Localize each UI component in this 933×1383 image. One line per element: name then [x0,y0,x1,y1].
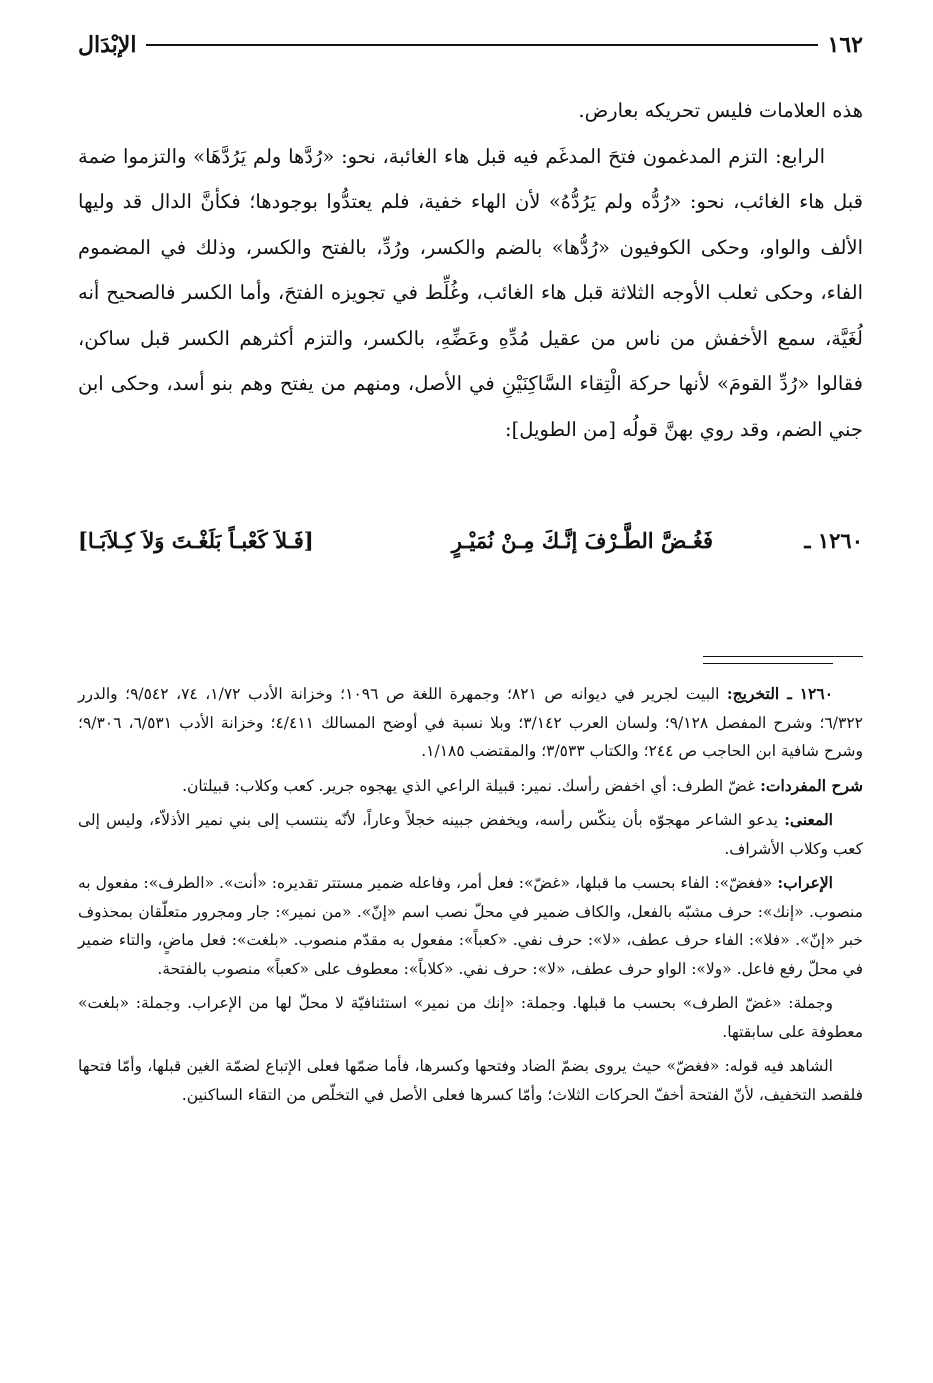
footnote-maana [78,806,863,863]
main-text [78,88,863,452]
footnote-separator [703,656,863,657]
verse-first-hemistich: فَغُـضَّ الطَّـرْفَ إنَّـكَ مِـنْ نُمَيْـرٍ [451,528,713,553]
page-number: ١٦٢ [827,32,863,58]
running-header [78,30,863,60]
paragraph-2: الرابع: التزم المدغمون فتحَ المدغَم فيه قبل هاء الغائبة، نحو: «رُدَّها ولم يَرُدَّهَا» والتزموا ضمة قبل هاء الغائب، نحو: «رُدُّه ولم يَرُدُّهُ» لأن الهاء خفية، فلم يعتدُّوا بوجودها؛ فكأنَّ الدال قد وليها الألف والواو، وحكى الكوفيون «رُدُّها» بالضم والكسر، ورُدِّ، بالفتح والكسر، وذلك في المضموم الفاء، وحكى ثعلب الأوجه الثلاثة قبل هاء الغائب، وغُلِّط في تجويزه الفتحَ، وأما الكسر فالصحيح أنه لُغَيَّة، سمع الأخفش من ناس من عقيل مُدِّهِ وعَضِّهِ، بالكسر، والتزم أكثرهم الكسر قبل ساكن، فقالوا «رُدِّ القومَ» لأنها حركة الْتِقاء السَّاكِنَيْنِ في الأصل، ومنهم من يفتح وهم بنو أسد، وحكى ابن جني الضم، وقد روي بهنَّ قولُه [من الطويل]: [78,144,863,441]
maana-text: يدعو الشاعر مهجوّه بأن ينكّس رأسه، ويخفض جبينه خجلاً وعاراً، لأنّه ينتسب إلى بني نمير الأذلاّء، وليس إلى كعب وكلاب الأشراف. [78,811,863,858]
irab-text: «فغضّ»: الفاء بحسب ما قبلها، «غضّ»: فعل أمر، وفاعله ضمير مستتر تقديره: «أنت». «الطرف»: مفعول به منصوب. «إنك»: حرف مشبّه بالفعل، والكاف ضمير في محلّ نصب اسم «إنّ». «من نمير»: جار ومجرور متعلّقان بمحذوف خبر «إنّ». «فلا»: الفاء حرف عطف، «لا»: حرف نفي. «كعباً»: مفعول به مقدّم منصوب. «بلغت»: فعل ماضٍ، والتاء ضمير في محلّ رفع فاعل. «ولا»: الواو حرف عطف، «لا»: حرف نفي. «كلاباً»: معطوف على «كعباً» منصوب بالفتحة. [78,874,863,978]
mufradat-label: شرح المفردات: [760,775,863,795]
chapter-title: الإبْدَال [78,32,137,58]
mufradat-text: غضّ الطرف: أي اخفض رأسك. نمير: قبيلة الراعي الذي يهجوه جرير. كعب وكلاب: قبيلتان. [182,776,756,795]
footnote-separator-secondary [703,663,833,664]
irab-label: الإعراب: [777,873,833,892]
footnote-mufradat [78,772,863,801]
takhrij-text: البيت لجرير في ديوانه ص ٨٢١؛ وجمهرة اللغة ص ١٠٩٦؛ وخزانة الأدب ١/٧٢، ٧٤، ٩/٥٤٢؛ والدرر ٦/٣٢٢؛ وشرح المفصل ٩/١٢٨؛ ولسان العرب ٣/١٤٢؛ وبلا نسبة في أوضح المسالك ٤/٤١١؛ وخزانة الأدب ٦/٥٣١، ٩/٣٠٦؛ وشرح شافية ابن الحاجب ص ٢٤٤؛ والكتاب ٣/٥٣٣؛ والمقتضب ١/١٨٥. [78,685,863,760]
footnote-jumla: وجملة: «غضّ الطرف» بحسب ما قبلها. وجملة: «إنك من نمير» استئنافيّة لا محلّ لها من الإعراب. وجملة: «بلغت» معطوفة على سابقتها. [78,994,863,1041]
takhrij-label: ١٢٦٠ ـ التخريج: [726,684,834,703]
paragraph-1: هذه العلامات فليس تحريكه بعارض. [578,99,863,122]
footnotes [78,680,863,1115]
poetry-verse [78,528,863,574]
verse-number: ١٢٦٠ ـ [804,528,863,553]
footnote-takhrij [78,680,863,766]
footnote-irab [78,869,863,983]
verse-second-hemistich: [فَـلاَ كَعْبـاً بَلَغْـتَ وَلاَ كِـلاَبَـا] [78,528,314,553]
footnote-shahid: الشاهد فيه قوله: «فغضّ» حيث يروى بضمّ الضاد وفتحها وكسرها، فأما ضمّها فعلى الإتباع لضمّة الغين قبلها، وأمّا فتحها فلقصد التخفيف، لأنّ الفتحة أخفّ الحركات الثلاث؛ وأمّا كسرها فعلى الأصل في التخلّص من التقاء الساكنين. [78,1057,863,1104]
maana-label: المعنى: [784,810,833,829]
header-rule [146,44,817,46]
